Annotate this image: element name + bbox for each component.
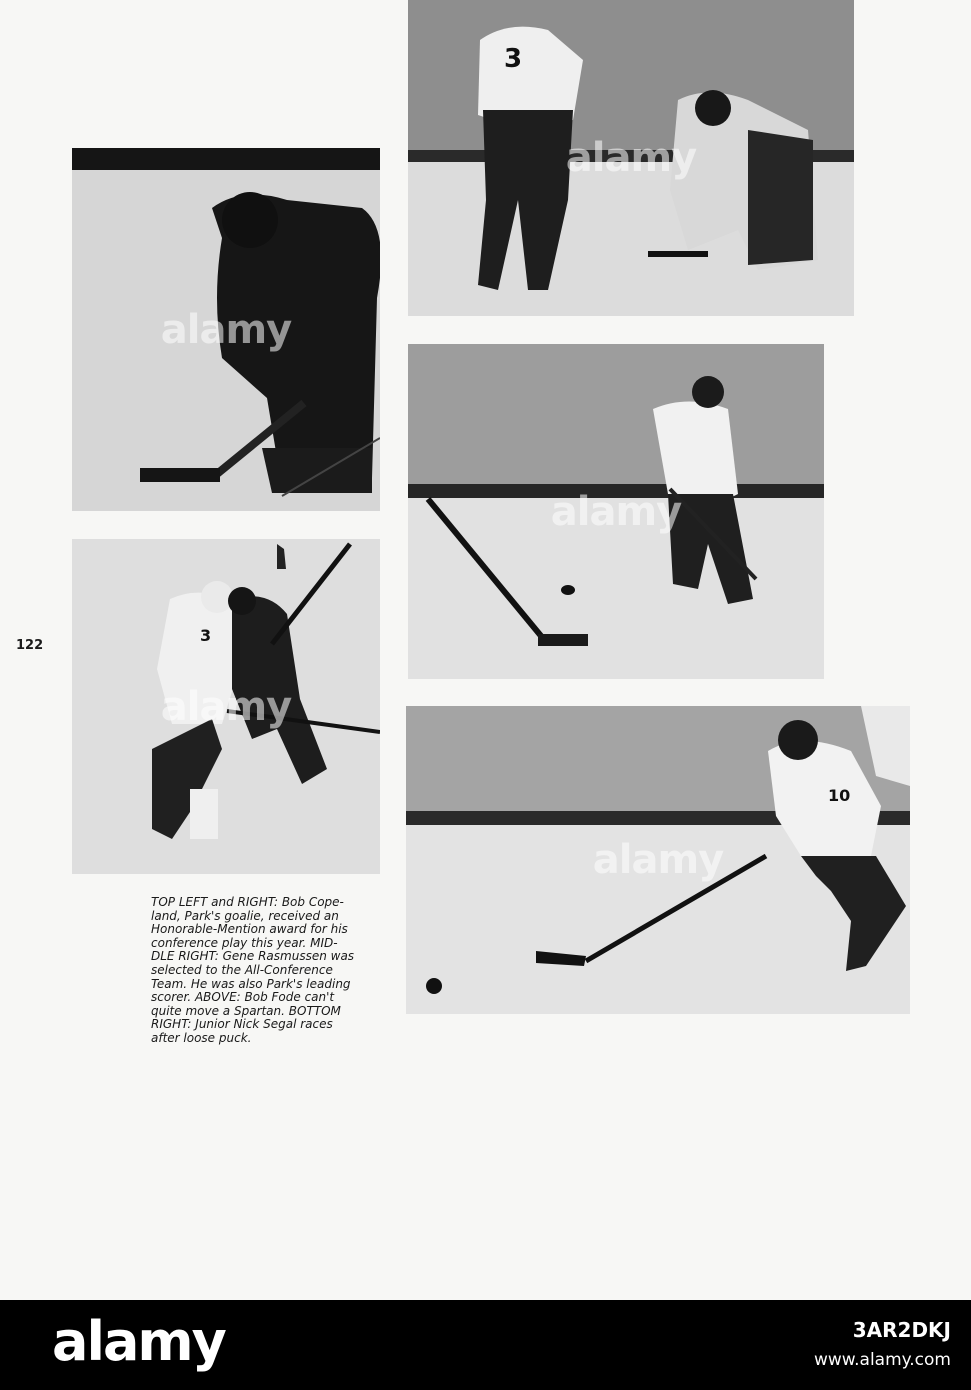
photo-bottom-right xyxy=(406,706,910,1014)
photo-middle-left xyxy=(72,539,380,874)
jersey-number: 10 xyxy=(828,786,851,805)
photo-watermark: alamy xyxy=(550,488,682,535)
photo-watermark: alamy xyxy=(565,135,697,181)
photo-goalie-top-left xyxy=(72,148,380,511)
stock-footer-bar xyxy=(0,1300,971,1390)
site-url[interactable]: www.alamy.com xyxy=(813,1350,951,1370)
page-number: 122 xyxy=(16,638,44,653)
jersey-number: 3 xyxy=(504,44,523,74)
image-id: 3AR2DKJ xyxy=(852,1318,951,1342)
photo-watermark: alamy xyxy=(160,306,292,353)
photo-watermark: alamy xyxy=(160,683,292,730)
photo-watermark: alamy xyxy=(592,837,724,883)
photo-top-right xyxy=(408,0,854,316)
alamy-logo[interactable]: alamy xyxy=(52,1310,225,1373)
photo-middle-right xyxy=(408,344,824,679)
jersey-number: 3 xyxy=(200,626,212,645)
photo-caption: TOP LEFT and RIGHT: Bob Cope- land, Park's goalie, received an Honorable-Mention award for his conference play this year. MID- DLE RIGHT: Gene Rasmussen was selected to the All-Conference Team. He was also Park's leading scorer. ABOVE: Bob Fode can't quite move a Spartan. BOTTOM RIGHT: Junior Nick Segal races after loose puck. xyxy=(151,895,355,1045)
